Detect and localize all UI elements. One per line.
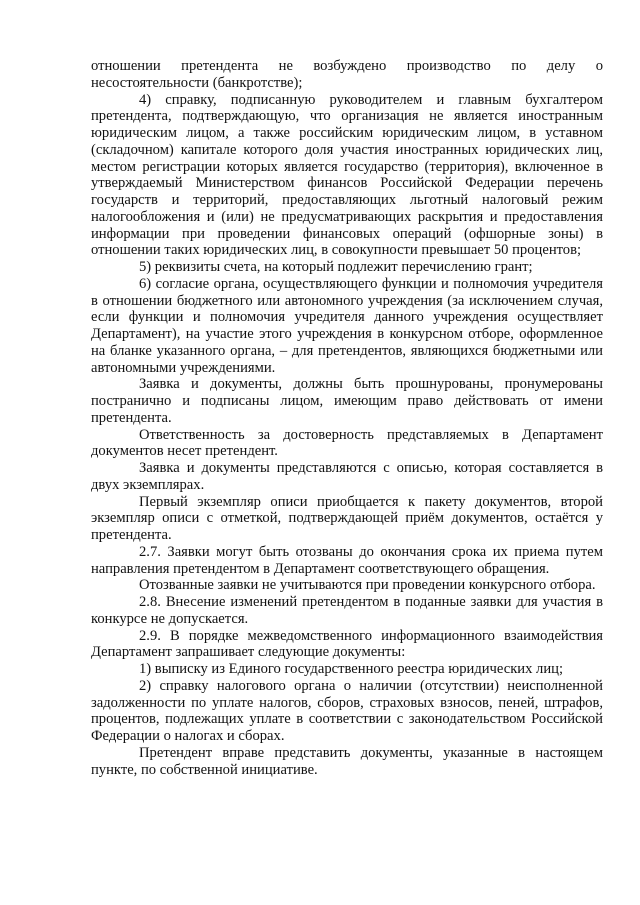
paragraph-item-1-registry-extract: 1) выписку из Единого государственного реестра юридических лиц; (139, 661, 564, 677)
paragraph-section-2-7: 2.7. Заявки могут быть отозваны до окончания срока их приема путем направления претендентом в Департамент соответствующего обращения. (91, 543, 603, 577)
paragraph-item-5-account-details: 5) реквизиты счета, на который подлежит перечислению грант; (139, 259, 533, 275)
document-body (91, 58, 603, 778)
paragraph-withdrawn-applications: Отозванные заявки не учитываются при проведении конкурсного отбора. (139, 577, 596, 594)
paragraph-item-2-tax-certificate: 2) справку налогового органа о наличии (отсутствии) неисполненной задолженности по уплате налогов, сборов, страховых взносов, пеней, штрафов, процентов, подлежащих уплате в соответствии с законодательством Российской Федерации о налогах и сборах. (91, 677, 603, 744)
paragraph-inventory: Заявка и документы представляются с описью, которая составляется в двух экземплярах. (91, 460, 603, 493)
paragraph-section-2-8: 2.8. Внесение изменений претендентом в поданные заявки для участия в конкурсе не допускается. (91, 594, 603, 627)
paragraph-section-2-9: 2.9. В порядке межведомственного информационного взаимодействия Департамент запрашивает следующие документы: (91, 627, 603, 661)
paragraph-own-initiative: Претендент вправе представить документы, указанные в настоящем пункте, по собственной инициативе. (91, 744, 603, 778)
paragraph-responsibility: Ответственность за достоверность представляемых в Департамент документов несет претендент. (91, 426, 603, 460)
paragraph-bankruptcy-continuation: отношении претендента не возбуждено производство по делу о несостоятельности (банкротстве); (91, 58, 603, 91)
paragraph-binding-requirements: Заявка и документы, должны быть прошнурованы, пронумерованы постранично и подписаны лицом, имеющим право действовать от имени претендента. (91, 376, 603, 426)
paragraph-item-4-certificate: 4) справку, подписанную руководителем и главным бухгалтером претендента, подтверждающую, что организация не является иностранным юридическим лицом, а также российским юридическим лицом, в уставном (складочном) капитале которого доля участия иностранных юридических лиц, местом регистрации которых является государство (территория), включенное в утверждаемый Министерством финансов Российской Федерации перечень государств и территорий, предоставляющих льготный налоговый режим налогообложения и (или) не предусматривающих раскрытия и предоставления информации при проведении финансовых операций (офшорные зоны) в отношении таких юридических лиц, в совокупности превышает 50 процентов; (91, 91, 603, 259)
paragraph-item-6-founder-consent: 6) согласие органа, осуществляющего функции и полномочия учредителя в отношении бюджетного или автономного учреждения (за исключением случая, если функции и полномочия учредителя данного учреждения осуществляет Департамент), на участие этого учреждения в конкурсном отборе, оформленное на бланке указанного органа, – для претендентов, являющихся бюджетными или автономными учреждениями. (91, 275, 603, 376)
paragraph-inventory-copies: Первый экземпляр описи приобщается к пакету документов, второй экземпляр описи с отметкой, подтверждающей приём документов, остаётся у претендента. (91, 493, 603, 543)
